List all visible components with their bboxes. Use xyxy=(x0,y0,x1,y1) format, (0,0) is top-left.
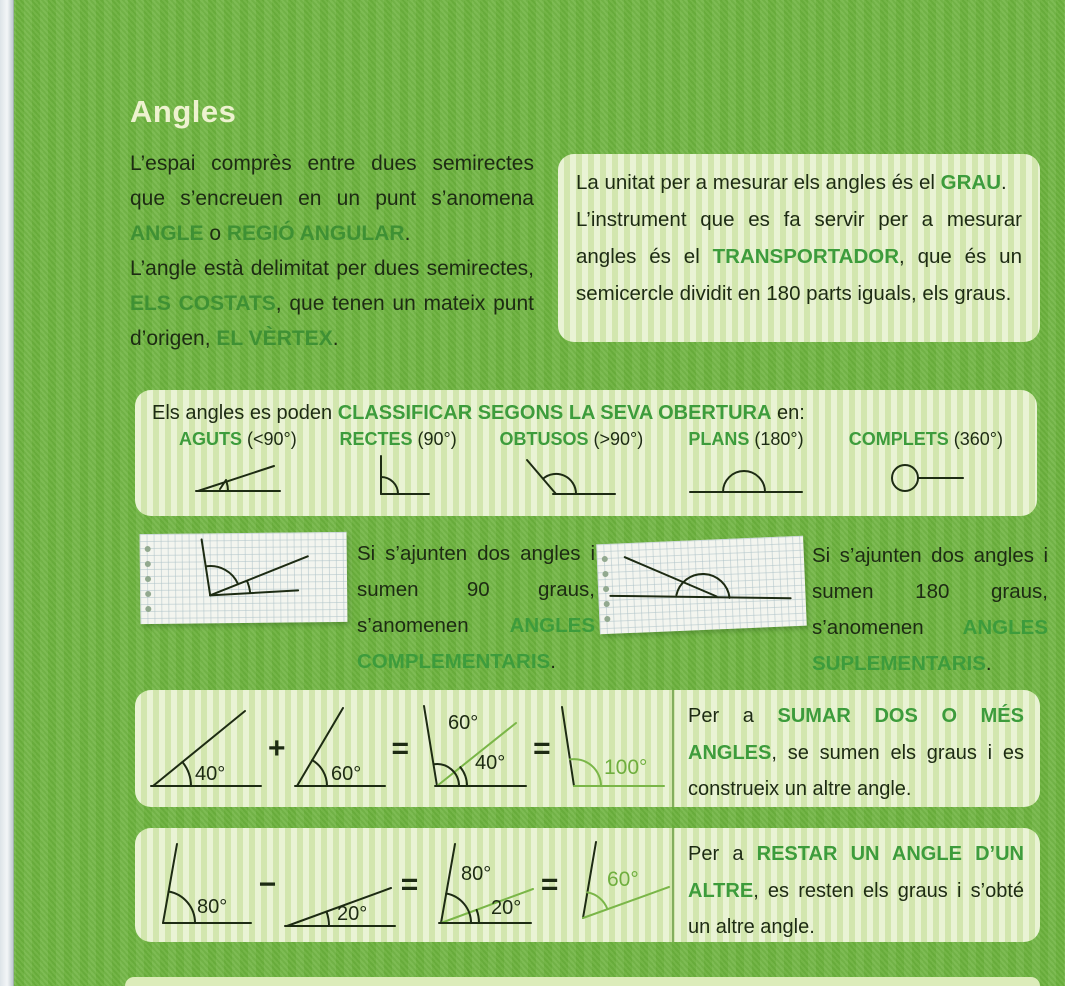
angle-b-label: 20° xyxy=(337,902,368,925)
result-label: 60° xyxy=(607,867,640,891)
next-section-box-edge xyxy=(125,977,1040,986)
category-plans xyxy=(686,429,806,498)
note1-t2: . xyxy=(550,650,556,673)
term-el-vertex: EL VÈRTEX xyxy=(216,327,333,350)
sum-t1: Per a xyxy=(688,705,778,727)
category-range: (360°) xyxy=(953,429,1003,449)
complementary-angles-drawing xyxy=(140,532,348,624)
supplementary-angles-drawing xyxy=(596,536,807,635)
category-name: AGUTS xyxy=(179,429,242,449)
term-sumar-angles: SUMAR DOS O MÉS ANGLES xyxy=(688,705,1024,764)
equals-sign: = xyxy=(540,868,559,901)
classification-intro xyxy=(152,402,1037,425)
category-name: COMPLETS xyxy=(848,429,949,449)
note2-t1: Si s’ajunten dos angles i sumen 180 graus, s’anomenen xyxy=(812,544,1048,639)
category-range: (180°) xyxy=(754,429,804,449)
sum-t2: , se sumen els graus i es construeix un altre angle. xyxy=(688,741,1024,800)
combined-bottom-label: 40° xyxy=(475,752,506,774)
equals-sign: = xyxy=(400,868,419,901)
result-label: 100° xyxy=(603,756,648,779)
measure-paragraph-2 xyxy=(576,201,1022,312)
classification-box xyxy=(135,390,1037,516)
supplementary-text xyxy=(812,538,1048,682)
angle-b-label: 60° xyxy=(330,763,361,785)
intro-paragraph-1 xyxy=(130,146,534,251)
class-intro-t2: en: xyxy=(771,402,805,424)
straight-angle-icon xyxy=(686,454,806,498)
right-angle-icon xyxy=(363,454,433,498)
class-intro-t1: Els angles es poden xyxy=(152,402,338,424)
sum-diagrams xyxy=(135,690,672,807)
category-label xyxy=(499,429,643,450)
intro-p1-t1: L’espai comprès entre dues semirectes que s’encreuen en un punt s’anomena xyxy=(130,152,534,210)
plus-sign: + xyxy=(268,731,286,765)
measure-paragraph-1 xyxy=(576,164,1022,201)
category-label xyxy=(339,429,456,450)
combined-80-20-diagram xyxy=(421,838,538,933)
term-classificar-obertura: CLASSIFICAR SEGONS LA SEVA OBERTURA xyxy=(337,402,772,424)
category-label xyxy=(179,429,297,450)
term-restar-angle: RESTAR UN ANGLE D’UN ALTRE xyxy=(688,843,1024,902)
angle-a-label: 40° xyxy=(195,763,226,785)
intro-p2-t2: , que tenen un mateix punt d’origen, xyxy=(130,292,534,350)
angle-40-diagram xyxy=(147,701,265,796)
equals-sign: = xyxy=(533,731,551,765)
intro-p1-t3: . xyxy=(404,222,411,245)
note2-t2: . xyxy=(985,652,992,675)
complementary-note-paper xyxy=(140,532,348,624)
angle-60-diagram xyxy=(289,701,389,796)
category-name: OBTUSOS xyxy=(499,429,589,449)
angle-80-diagram xyxy=(147,838,256,933)
combined-top-label: 80° xyxy=(461,862,492,885)
angle-a-label: 80° xyxy=(197,895,228,918)
term-angles-suplementaris: ANGLES SUPLEMENTARIS xyxy=(812,616,1048,675)
term-angle: ANGLE xyxy=(130,222,204,245)
category-range: (<90°) xyxy=(247,429,297,449)
intro-text xyxy=(130,146,534,356)
category-complets xyxy=(849,429,1003,498)
sub-t1: Per a xyxy=(688,843,757,865)
intro-p1-t2: o xyxy=(203,222,227,245)
combined-60-40-diagram xyxy=(412,701,530,796)
category-name: PLANS xyxy=(688,429,750,449)
sum-explanation xyxy=(674,690,1040,807)
category-aguts xyxy=(179,429,297,498)
measure-p1-t2: . xyxy=(1001,171,1007,194)
category-range: (90°) xyxy=(417,429,457,449)
sum-angles-box xyxy=(135,690,1040,807)
subtract-diagrams xyxy=(135,828,672,942)
combined-bottom-label: 20° xyxy=(491,896,522,919)
category-name: RECTES xyxy=(339,429,413,449)
note1-t1: Si s’ajunten dos angles i sumen 90 graus, s’anomenen xyxy=(357,542,595,637)
combined-top-label: 60° xyxy=(448,712,479,734)
measure-p2-t1: L’instrument que es fa servir per a mesurar angles és el xyxy=(576,208,1022,268)
measurement-info-box xyxy=(558,154,1040,342)
acute-angle-icon xyxy=(190,454,285,496)
angle-20-diagram xyxy=(279,838,398,933)
intro-paragraph-2 xyxy=(130,251,534,356)
intro-p2-t3: . xyxy=(332,327,339,350)
category-range: (>90°) xyxy=(593,429,644,449)
obtuse-angle-icon xyxy=(521,454,621,498)
complementary-text xyxy=(357,536,595,680)
minus-sign: − xyxy=(258,868,277,901)
result-60-diagram xyxy=(561,838,672,933)
term-els-costats: ELS COSTATS xyxy=(130,292,276,315)
equals-sign: = xyxy=(391,731,410,765)
page-edge xyxy=(0,0,14,986)
measure-p1-t1: La unitat per a mesurar els angles és el xyxy=(576,171,941,194)
term-regio-angular: REGIÓ ANGULAR xyxy=(226,222,405,245)
term-transportador: TRANSPORTADOR xyxy=(712,245,900,268)
category-rectes xyxy=(339,429,456,498)
subtract-explanation xyxy=(674,828,1040,942)
page-title: Angles xyxy=(130,94,237,129)
full-angle-icon xyxy=(881,454,971,498)
result-100-diagram xyxy=(554,701,666,796)
intro-p2-t1: L’angle està delimitat per dues semirectes, xyxy=(130,257,534,280)
angle-categories xyxy=(135,427,1037,498)
term-angles-complementaris: ANGLES COMPLEMENTARIS xyxy=(357,614,595,673)
measure-p2-t2: , que és un semicercle dividit en 180 parts iguals, els graus. xyxy=(576,245,1022,305)
term-grau: GRAU xyxy=(940,171,1002,194)
category-label xyxy=(849,429,1003,450)
category-obtusos xyxy=(499,429,643,498)
sub-t2: , es resten els graus i s’obté un altre angle. xyxy=(688,879,1024,938)
category-label xyxy=(686,429,806,450)
supplementary-note-paper xyxy=(596,536,807,635)
subtract-angles-box xyxy=(135,828,1040,942)
